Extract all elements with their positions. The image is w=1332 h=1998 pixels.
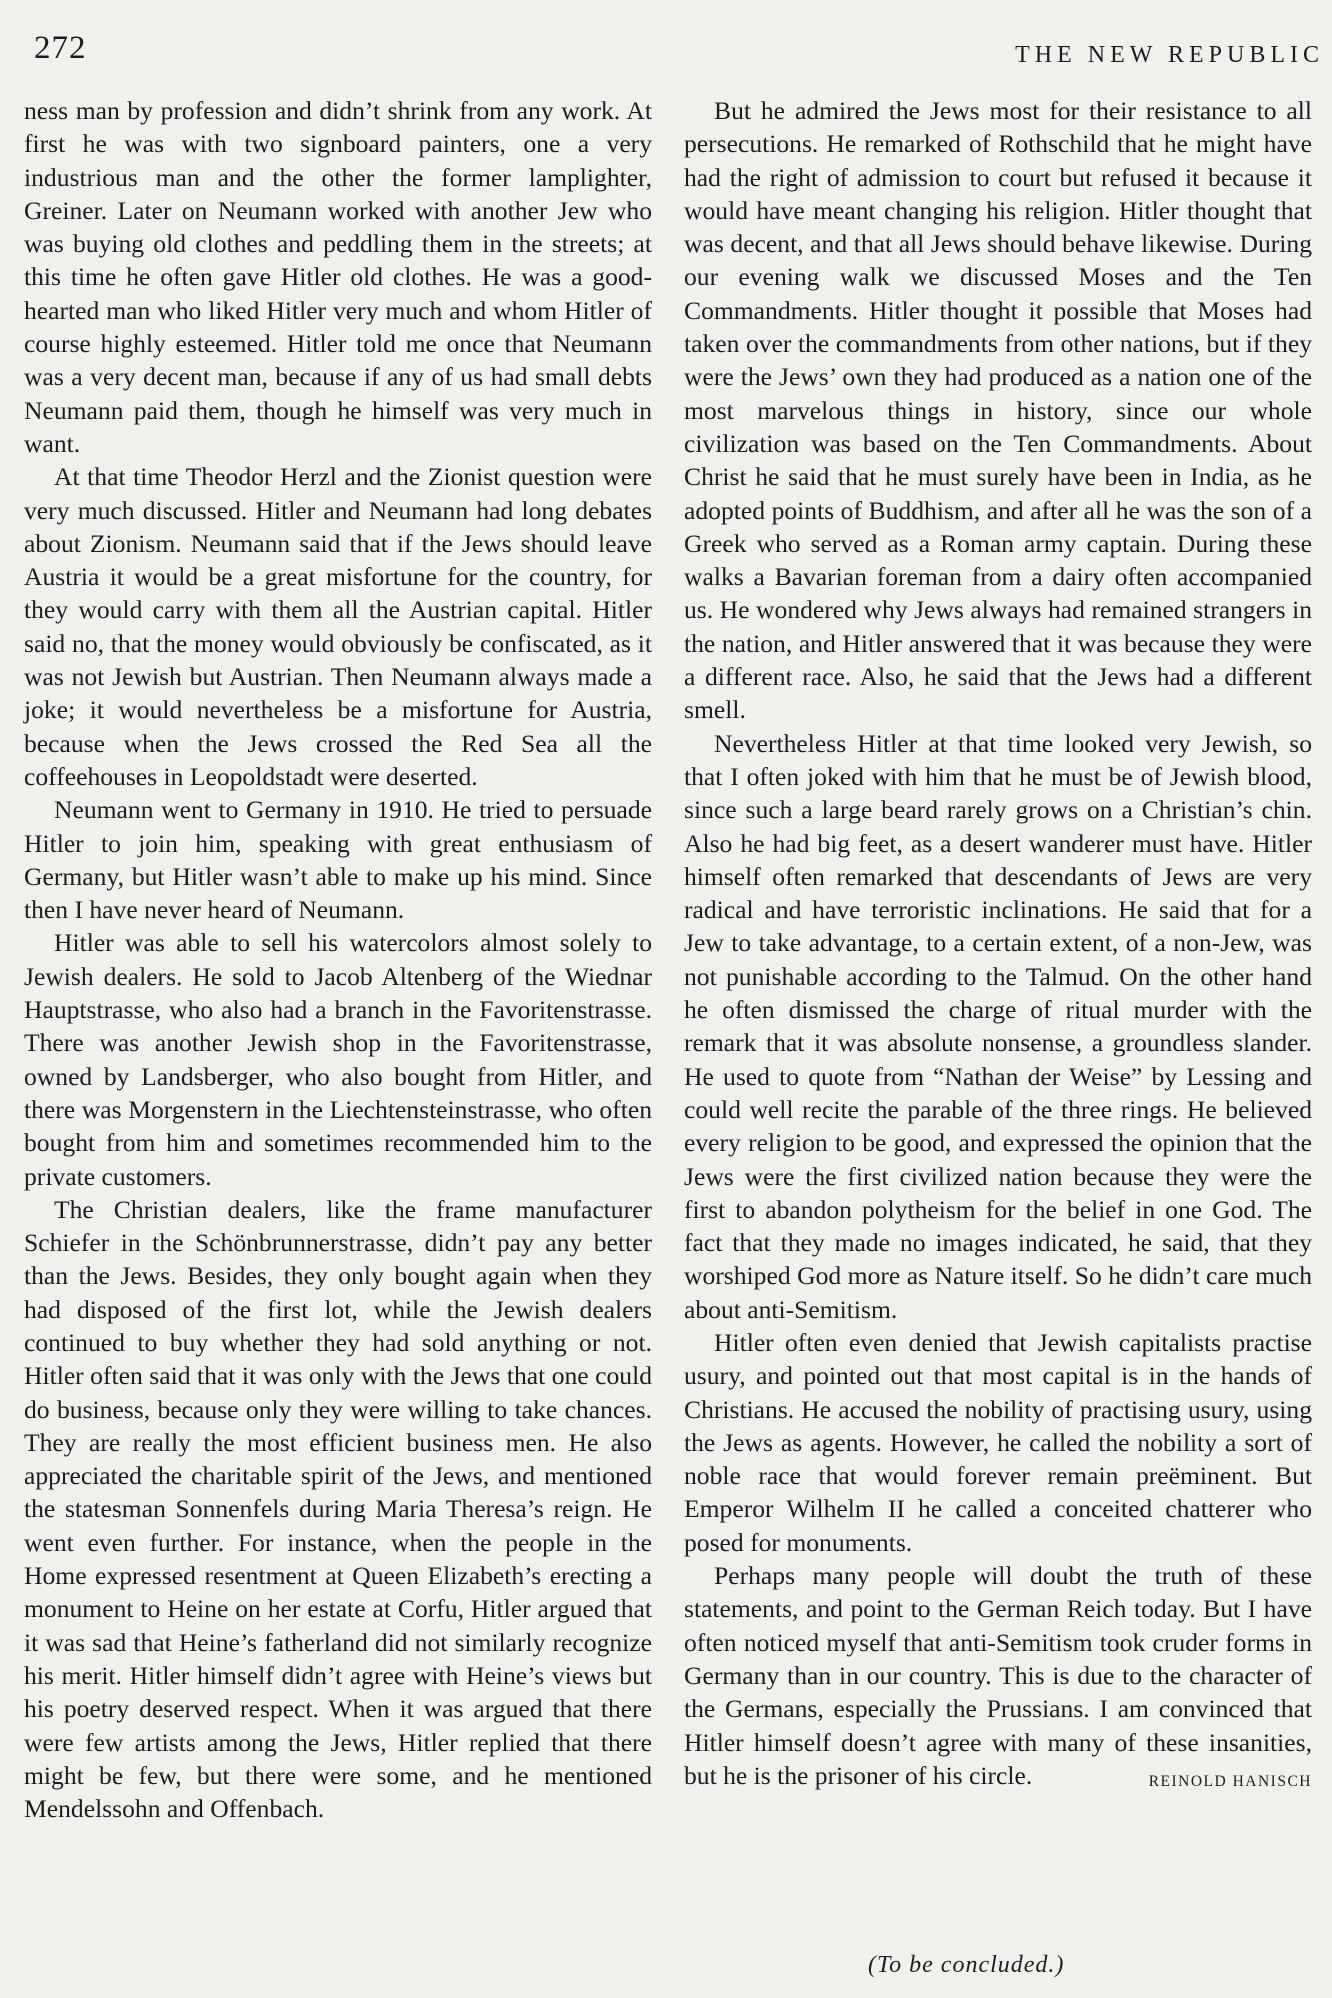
paragraph: Nevertheless Hitler at that time looked very Jewish, so that I often joked with him that he must be of Jewish blood, since such a large beard rarely grows on a Christian’s chin. Also he had big feet, as a desert wanderer must have. Hitler himself often remarked that descendants of Jews are very radical and have terroristic inclinations. He said that for a Jew to take advantage, to a certain extent, of a non-Jew, was not punishable according to the Talmud. On the other hand he often dismissed the charge of ritual murder with the remark that it was absolute nonsense, a groundless slander. He used to quote from “Nathan der Weise” by Lessing and could well recite the parable of the three rings. He believed every religion to be good, and expressed the opinion that the Jews were the first civilized nation because they were the first to abandon polytheism for the belief in one God. The fact that they made no images indicated, he said, that they worshiped God more as Nature itself. So he didn’t care much about anti-Semitism. [684, 728, 1312, 1324]
author-signature: REINOLD HANISCH [1148, 1772, 1312, 1790]
continuation-note: (To be concluded.) [868, 1952, 1065, 1978]
paragraph: At that time Theodor Herzl and the Zionist question were very much discussed. Hitler and Neumann had long debates about Zionism. Neumann said that if the Jews should leave Austria it would be a great misfortune for the country, for they would carry with them all the Austrian capital. Hitler said no, that the money would obviously be confiscated, as it was not Jewish but Austrian. Then Neumann always made a joke; it would nevertheless be a misfortune for Austria, because when the Jews crossed the Red Sea all the coffeehouses in Leopoldstadt were deserted. [24, 462, 652, 791]
page-header [34, 24, 1324, 74]
closing-paragraph [684, 1559, 1312, 1792]
left-column [24, 94, 652, 1825]
paragraph: Hitler often even denied that Jewish capitalists practise usury, and pointed out that most capital is in the hands of Christians. He accused the nobility of practising usury, using the Jews as agents. However, he called the nobility a sort of noble race that would forever remain preëminent. But Emperor Wilhelm II he called a conceited chatterer who posed for monuments. [684, 1327, 1312, 1557]
paragraph: Neumann went to Germany in 1910. He tried to persuade Hitler to join him, speaking with great enthusiasm of Germany, but Hitler wasn’t able to make up his mind. Since then I have never heard of Neumann. [24, 795, 652, 925]
paragraph: ness man by profession and didn’t shrink from any work. At first he was with two signboard painters, one a very industrious man and the other the former lamplighter, Greiner. Later on Neumann worked with another Jew who was buying old clothes and peddling them in the streets; at this time he often gave Hitler old clothes. He was a good-hearted man who liked Hitler very much and whom Hitler of course highly esteemed. Hitler told me once that Neumann was a very decent man, because if any of us had small debts Neumann paid them, though he himself was very much in want. [24, 96, 652, 458]
paragraph-text: Perhaps many people will doubt the truth of these statements, and point to the German Reich today. But I have often noticed myself that anti-Semitism took cruder forms in Germany than in our country. This is due to the character of the Germans, especially the Prussians. I am convinced that Hitler himself doesn’t agree with many of these insanities, but he is the prisoner of his circle. [684, 1561, 1312, 1790]
paragraph: Hitler was able to sell his watercolors almost solely to Jewish dealers. He sold to Jacob Altenberg of the Wiednar Hauptstrasse, who also had a branch in the Favoritenstrasse. There was another Jewish shop in the Favoritenstrasse, owned by Landsberger, who also bought from Hitler, and there was Morgenstern in the Liechtensteinstrasse, who often bought from him and sometimes recommended him to the private customers. [24, 928, 652, 1191]
right-column [684, 94, 1312, 1798]
paragraph: The Christian dealers, like the frame manufacturer Schiefer in the Schönbrunnerstrasse, didn’t pay any better than the Jews. Besides, they only bought again when they had disposed of the first lot, while the Jewish dealers continued to buy whether they had sold anything or not. Hitler often said that it was only with the Jews that one could do business, because only they were willing to take chances. They are really the most efficient business men. He also appreciated the charitable spirit of the Jews, and mentioned the statesman Sonnenfels during Maria Theresa’s reign. He went even further. For instance, when the people in the Home expressed resentment at Queen Elizabeth’s erecting a monument to Heine on her estate at Corfu, Hitler argued that it was sad that Heine’s fatherland did not similarly recognize his merit. Hitler himself didn’t agree with Heine’s views but his poetry deserved respect. When it was argued that there were few artists among the Jews, Hitler replied that there might be few, but there were some, and he mentioned Mendelssohn and Offenbach. [24, 1194, 652, 1824]
magazine-title: THE NEW REPUBLIC [1015, 42, 1324, 68]
page-number: 272 [34, 30, 87, 66]
paragraph: But he admired the Jews most for their resistance to all persecutions. He remarked of Rothschild that he might have had the right of admission to court but refused it because it would have meant changing his religion. Hitler thought that was decent, and that all Jews should behave likewise. During our evening walk we discussed Moses and the Ten Commandments. Hitler thought it possible that Moses had taken over the commandments from other nations, but if they were the Jews’ own they had produced as a nation one of the most marvelous things in history, since our whole civilization was based on the Ten Commandments. About Christ he said that he must surely have been in India, as he adopted points of Buddhism, and after all he was the son of a Greek who served as a Roman army captain. During these walks a Bavarian foreman from a dairy often accompanied us. He wondered why Jews always had remained strangers in the nation, and Hitler answered that it was because they were a different race. Also, he said that the Jews had a different smell. [684, 96, 1312, 725]
